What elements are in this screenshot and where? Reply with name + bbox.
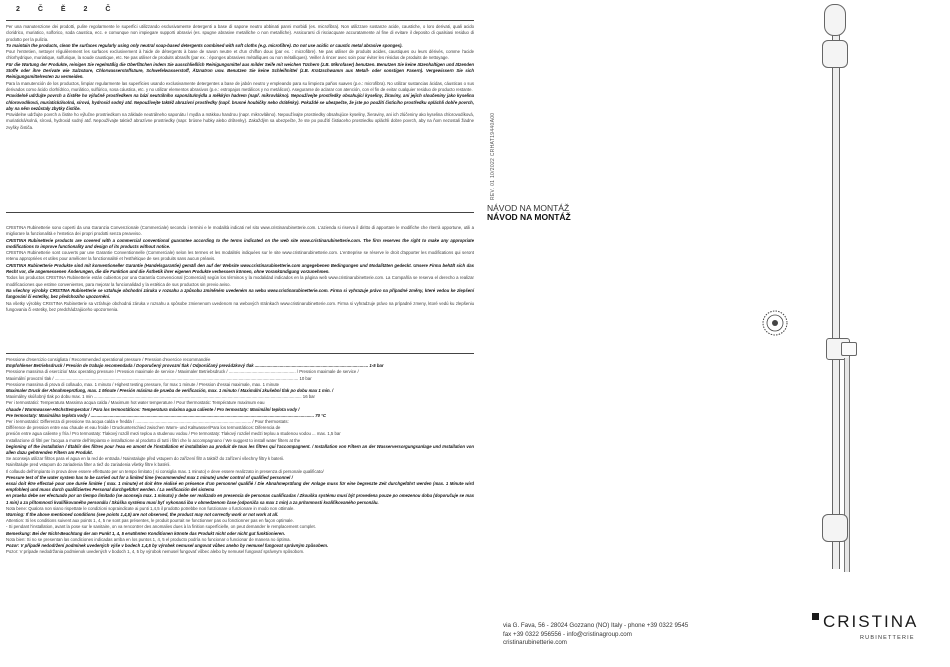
spec-line: presión entre agua caliente y fría / Pro termostaty: Tlakový rozdíl mezi teplou a studenou vodou / Pre termostaty: Tlakový rozdiel medzi teplou a studenou vodou ... max. 1,5 bar — [6, 431, 341, 437]
spec-line: Maximální provozní tlak / ............................................................................................................................................................................................................ 10 bar — [6, 375, 312, 381]
brand-logo — [812, 612, 918, 641]
rail-top-cap — [824, 4, 846, 36]
brand-sub: RUBINETTERIE — [860, 635, 915, 641]
address-line: cristinarubinetterie.com — [503, 639, 567, 647]
spec-line: Installazione di filtri per l'acqua a monte dell'impianto e installazione al prodotto di tutti i filtri che lo accompagnano / We suggest to install water filters at the — [6, 437, 301, 443]
spec-line: Empfohlener Betriebsdruck / Presión de trabajo recomendada / Doporučený provozní tlak / Odporúčaný prevádzkový tlak ............................................................................................... 1-5 bar — [6, 363, 384, 369]
care-paragraph: Pour l'entretien, nettoyer régulièrement les surfaces exclusivement à l'aide de détergents à base de savon neutre et d'un chiffon doux (par ex. : microfibre). Ne pas utiliser de produits acides, caustiques ou leurs dérivés, comme l'acide chlorhydrique, muriatique, sulfurique, la soude caustique, etc. Ne pas utiliser de produits abrasifs (par ex. : éponges abrasives métalliques ou non métalliques). Veiller à rincer avec soin pour éviter les résidus de produits de nettoyage. — [6, 49, 474, 61]
warranty-paragraph: Na všechny výrobky CRISTINA Rubinetterie se vztahuje obchodní záruka v rozsahu a způsobu zmíněném uvedeném na webu www.cristinarubinetterie.com. Firma si vyhrazuje právo na případné změny, které vedou ke zlepšení fungování či estetiky, bez předchozího upozornění. — [6, 287, 474, 300]
spec-line: Différence de pression entre eau chaude et eau froide / Druckunterschied zwischen Warm- und Kaltwasser/Para los termostáticos: Diferencia de — [6, 425, 281, 431]
assembly-title — [487, 204, 571, 222]
holder-clamp — [841, 342, 857, 356]
shower-rail — [832, 6, 840, 569]
spec-line: chaude / Warmwasser-Höchsttemperatur / Para los termostáticos: Temperatura máxima agua caliente / Pro termostaty: Maximální teplota vody / — [6, 406, 300, 412]
header-mark: 2 — [83, 6, 89, 13]
spec-line: Pozor: V prípade nedodržania podmienok uvedených v bodoch 1, 4, 5 by výrobok nemusel fungovať vôbec alebo by nemusel fungovať správnym spôsobom. — [6, 549, 305, 555]
spec-line: Pressure test of the water system has to be carried out for a limited time (recommended max 1 minute) under control of qualified personnel / — [6, 474, 293, 480]
spec-line: en prueba debe ser efectuado por un tiempo limitado (se aconseja max. 1 minuto) y debe ser realizado en presencia de personas cualificadas / Zkouška systému musí být provedena pouze po omezenou dobu (doporučuje se max 1 min) a za přítomnosti kvalifikovaného personálu / Skúška systému musí byť vykonaná iba v obmedzenom čase (odporúča sa max 1 min) a za prítomnosti kvalifikovaného personálu. — [6, 493, 474, 505]
divider — [6, 212, 474, 213]
spec-line: Pressione d'esercizio consigliata / Recommended operational pressure / Pression d'exercice recommandée — [6, 357, 211, 362]
spec-line: Pozor: V případě nedodržení podmínek uvedených výše v bodech 1,4,5 by výrobek nemusel ungovat vůbec anebo by nemusel fungovat správným způsobem. — [6, 543, 329, 549]
warranty-paragraph: CRISTINA Rubinetterie Produkte sind mit konventioneller Garantie (Handelsgarantie) gemäß den auf der Website www.cristinarubinetterie.com angegebenen Bedingungen und Modalitäten gedeckt. Unsere Firma behält sich das Recht vor, die angemessenen Änderungen, die die Funktion und die Ästhetik ihrer eigenen Produkte verbessern können, ohne Vorankündigung vorzunehmen. — [6, 262, 474, 275]
brand-name: CRISTINA — [823, 612, 919, 631]
wall-bracket-bottom — [822, 514, 848, 542]
spec-line: Nota bien: Si no se presentan las condiciones indicadas arriba en los puntos 1, 4, 5 el producto podría no funcionar o funcionar de manera no óptima. — [6, 536, 291, 542]
wall-bracket-top — [822, 40, 848, 68]
specs-section — [6, 353, 474, 556]
spec-line: Bemerkung: Bei der Nicht-Beachtung der am Punkt 1, 4, 5 erwähnten Konditionen könnte das Produkt nicht oder nicht gut funktionieren. — [6, 530, 286, 536]
care-paragraph: Für die Wartung der Produkte, reinigen Sie regelmäßig die Oberflächen indem Sie ausschließlich Reinigungsmittel aus milder Seife mit weichen Tüchern (z.B. Mikrofaser) benutzen. Benutzen Sie keine ätzenhaltigen und ätzenden Stoffe oder ihre Derivate wie Salzsäure, Chlorwasserstoffsäure, Schwefelwasserstoff, Ätznatron usw. Benutzen Sie keine Schleifmittel (z.B. Kratzschwamm aus Metall- oder sonstigen Fasern). Vergewissern Sie sich Reinigungsmittelresten zu vermeiden. — [6, 61, 474, 80]
spec-line: Nainštalujte pred vstupom do zariadenia filter a tiež do zariadenia všetky filtre k batérii. — [6, 462, 171, 468]
title-line: NÁVOD NA MONTÁŽ — [487, 203, 570, 213]
warranty-section — [6, 223, 474, 335]
spec-line: Warning: If the above mentioned conditions (see points 1,4,5) are not observed, the product may not correctly work or not work at all. — [6, 512, 279, 518]
spec-line: Attention: Si les conditions suivent aux points 1, 4, 5 ne sont pas présentes, le produit pourrait ne fonctionner pas ou fonctionner pas en façon optimale. — [6, 518, 294, 524]
spec-line: Maximaler Druck der Abnahmeprüfung, max. 1 Minute / Presión máxima de prueba de verificación, max. 1 minuto / Maximální zkušební tlak po dobu max 1 min. / — [6, 388, 334, 394]
spec-line: Se aconseja utilizar filtros para el agua en la red de entrada / Nainstalujte před vstupem do zařízení filtr a taktéž do zařízení všechny filtry k baterii. — [6, 456, 285, 462]
header-marks — [16, 6, 474, 16]
spec-line: Per i termostatici: Differenza di pressione tra acqua calda e fredda / ................................................................................................. / Pour thermostats: — [6, 419, 289, 425]
title-line: NÁVOD NA MONTÁŽ — [487, 212, 571, 222]
care-paragraph: To maintain the products, clean the surfaces regularly using only neutral soap-based detergents combined with soft cloths (e.g. microfibre). Do not use acidic or caustic metal abrasive sponges). — [6, 42, 403, 48]
address-line: fax +39 0322 956556 - info@cristinagroup.com — [503, 630, 632, 638]
care-section — [6, 21, 474, 212]
header-mark: Č — [105, 6, 112, 13]
spec-line: beginning of the installation / Établir des filtres pour l'eau en amont de l'installation et installation au produit de tous les filtres qui l'accompagnent. / Installation von Filtern an der Wasserversorgungsanlage und Installation von allen dazu gehörenden Filtern am Produkt. — [6, 443, 474, 456]
address-line: via G. Fava, 56 - 28024 Gozzano (NO) Italy - phone +39 0322 9545 — [503, 622, 689, 629]
quality-seal-icon — [760, 308, 790, 338]
warranty-paragraph: Todos los productos CRISTINA Rubinetterie están cubiertos por una Garantía Convencional (Comercial) según los términos y la modalidad indicados en la página web www.cristinarubinetterie.com. La Compañía se reserva el derecho a realizar modificaciones que estime convenientes, para mejorar la funcionalidad y la estética de sus productos sin previo aviso. — [6, 275, 474, 287]
header-mark: Ĕ — [60, 6, 67, 13]
care-paragraph: Pravidelně udržujte povrch a čistěte ho výlučně prostředkem na bázi neutrálního saponátu/mýdla a měkkým hadrem (např. mikrovlákno). Nepoužívejte prostředky obsahující kyseliny, žíraviny, ani jejich sloučeniny jako kyselina chlorovodíková, muriatická/solná, sírová, hydroxid sodný atd. Nepoužívejte taktéž abrazivní prostředky (např. brusné houbičky nebo drátěnky). Pokaždé se ubezpečte, že jste po použití čisticího prostředku opláchli dobře povrch, aby na něm nezůstaly zbytky čističe. — [6, 93, 474, 111]
spec-line: Per i termostatici: Temperatura Massima acqua calda / Maximum hot water temperature / Pour thermostatic: Température maximum eau — [6, 400, 265, 406]
care-paragraph: Pravidelne udržujte povrch a čistite ho výlučne prostriedkom na základe neutrálneho saponátu / mydla a mäkkou handrou (napr. mikrovlákno). Nepoužívajte prostriedky obsahujúce kyseliny, žieraviny, ani ich zlúčeniny ako kyselina chlorovodíková, muriatická/solná, sírová, hydroxid sodný atď. Nepoužívajte taktiež abrazívne prostriedky (napr. brúsne hubky alebo drôtenky). Zakaždým sa ubezpečte, že ste po použití čistiaceho prostriedku opláchli dobre povrch, aby na ňom nezostali žiadne zvyšky čističa. — [6, 112, 474, 130]
care-paragraph: Per una manutenzione dei prodotti, pulire regolarmente le superfici utilizzando esclusivamente detergenti a base di sapone neutro abbinati panni morbidi (es. microfibra). Non utilizzare sostanze acide, caustiche, o loro derivati, quali acido cloridrico, muriatico, solforico, soda caustica, ecc. e comunque non impiegare supporti abrasivi (es. spugne abrasive metalliche o non metalliche). Assicurarsi di risciacquare accuratamente al fine di evitare il deposito di qualsiasi residuo di prodotto per la pulizia. — [6, 24, 474, 42]
company-address — [503, 622, 688, 648]
spec-line: Pressione massima di prova di collaudo, max. 1 minuto / Highest testing pressure, for max 1 minute / Pression d'essai maximale, max. 1 minute — [6, 381, 280, 387]
spec-line: essai doit être effectué pour une durée limitée ( max. 1 minute) et doit être réalisé en présence d'un personnel qualifié / Die Abnahmeprüfung der Anlage muss für eine begrenzte Zeit durchgeführt werden (max. 1 Minute wird empfohlen) und muss durch qualifiziertes Personal durchgeführt werden. / La verificación del sistema — [6, 481, 474, 493]
spec-line: Pressione massima di esercizio/ Max operating pressure / Pression maximale de service / Maximaler Betriebsdruck / ........................................................ / Pression maximale de service / — [6, 369, 359, 375]
care-paragraph: Para la manutención de los productos, limpiar regularmente las superficies usando exclusivamente detergentes a base de jabón neutro y empleando para su limpieza paños suaves (p.e.: microfibra). No utilizar sustancias ácidas, cáusticas o sus derivados como ácido clorhídrico, muriático, sulfúrico, sosa cáustica, etc. y no utilizar elementos abrasivos (p.e.: estropajos metálicos y no metálicos). Asegurarse de aclarar con atención, con el fin de evitar cualquier residuo de producto restante. — [6, 80, 474, 92]
spec-line: Pre termostaty: Maximálna teplota vody / ........................................................................................................................................................................................... 70 °C — [6, 412, 327, 418]
warranty-paragraph: Na všetky výrobky CRISTINA Rubinetterie sa vzťahuje obchodná záruka v rozsahu a spôsobe zmienenom uvedenom na webových stránkach www.cristinarubinetterie.com. Firma si vyhradzuje právo na prípadné zmeny, ktoré vedú ku zlepšeniu fungovania či estetiky, bez predchádzajúceho upozornenia. — [6, 300, 474, 312]
warranty-paragraph: CRISTINA Rubinetterie sont couverts par une Garantie Conventionnelle (Commerciale) selon les termes et les modalités indiquées sur le site www.cristinarubinetterie.com. L'entreprise se réserve le droit d'apporter les modifications qui seront retenu appropriées et utiles pour améliorer la fonctionnalité et l'esthétique de ses produits sans aucun préavis. — [6, 250, 474, 262]
logo-square-icon — [812, 613, 819, 620]
header-mark: 2 — [16, 6, 21, 13]
warranty-paragraph: CRISTINA Rubinetterie sono coperti da una Garanzia Convenzionale (Commerciale) secondo i termini e le modalità indicati nel sito www.cristinarubinetterie.com. L'azienda si riserva il diritto di apportare le modifiche che riterrà opportune, utili a migliorare la funzionalità e l'estetica dei propri prodotti senza preavviso. — [6, 225, 474, 237]
warranty-paragraph: CRISTINA Rubinetterie products are covered with a commercial conventional guarantee according to the terms indicated on the web site www.cristinarubinetterie.com. The firm reserves the right to make any appropriate modifications to improve functionality and design of its products without notice. — [6, 237, 474, 249]
revision-code: REV. 01 10/2022 CRHAT19440A00 — [490, 112, 496, 200]
header-mark: Č — [37, 6, 44, 13]
left-page — [6, 6, 474, 556]
spec-line: Nota bene: Qualora non siano rispettate le condizioni sopraindicate ai punti 1,4,5 il prodotto potrebbe non funzionare o funzionare in modo non ottimale. — [6, 505, 295, 511]
spec-line: Il collaudo dell'impianto in prova deve essere effettuato per un tempo limitato ( si consiglia max. 1 minuto) e deve essere realizzato in presenza di personale qualificato/ — [6, 468, 324, 474]
spec-line: Maximálny skúšobný tlak po dobu max. 1 min .............................................................................................................................................................................. 16 bar — [6, 394, 315, 400]
spec-line: - Si pendant l'installation, avant la pose sur le sanitaire, on va rencontrer des anomalies dues à la finition superficielle, on peut demander le remplacement complet. — [6, 524, 316, 530]
